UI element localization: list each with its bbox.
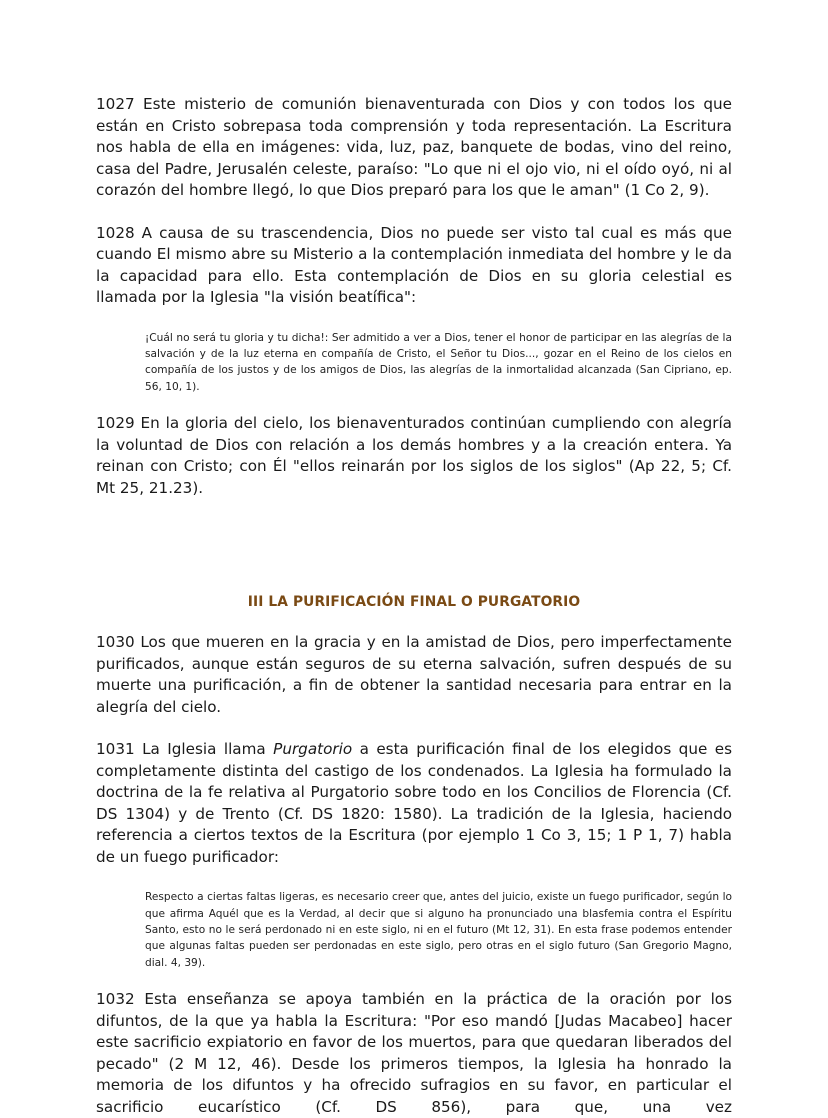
- quote-san-cipriano: ¡Cuál no será tu gloria y tu dicha!: Ser admitido a ver a Dios, tener el honor de participar en las alegrías de la salvación y de la luz eterna en compañía de Cristo, el Señor tu Dios..., gozar en el Reino de los cielos en compañía de los justos y de los amigos de Dios, las alegrías de la inmortalidad alcanzada (San Cipriano, ep. 56, 10, 1).: [145, 331, 732, 393]
- purgatorio-term: Purgatorio: [273, 740, 353, 759]
- paragraph-1027: 1027 Este misterio de comunión bienaventurada con Dios y con todos los que están en Cristo sobrepasa toda comprensión y toda representación. La Escritura nos habla de ella en imágenes: vida, luz, paz, banquete de bodas, vino del reino, casa del Padre, Jerusalén celeste, paraíso: "Lo que ni el ojo vio, ni el oído oyó, ni al corazón del hombre llegó, lo que Dios preparó para los que le aman" (1 Co 2, 9).: [96, 95, 732, 199]
- paragraph-1030: 1030 Los que mueren en la gracia y en la amistad de Dios, pero imperfectamente purificados, aunque están seguros de su eterna salvación, sufren después de su muerte una purificación, a fin de obtener la santidad necesaria para entrar en la alegría del cielo.: [96, 633, 732, 716]
- section-spacer: [96, 520, 732, 594]
- paragraph-1031: [96, 739, 732, 868]
- section-heading: III LA PURIFICACIÓN FINAL O PURGATORIO: [247, 594, 581, 611]
- paragraph-1031-start: 1031 La Iglesia llama: [96, 740, 274, 759]
- paragraph-1028: 1028 A causa de su trascendencia, Dios no puede ser visto tal cual es más que cuando El mismo abre su Misterio a la contemplación inmediata del hombre y le da la capacidad para ello. Esta contemplación de Dios en su gloria celestial es llamada por la Iglesia "la visión beatífica":: [96, 223, 732, 306]
- quote-san-gregorio: Respecto a ciertas faltas ligeras, es necesario creer que, antes del juicio, existe un fuego purificador, según lo que afirma Aquél que es la Verdad, al decir que si alguno ha pronunciado una blasfemia contra el Espíritu Santo, esto no le será perdonado ni en este siglo, ni en el futuro (Mt 12, 31). En esta frase podemos entender que algunas faltas pueden ser perdonadas en este siglo, pero otras en el siglo futuro (San Gregorio Magno, dial. 4, 39).: [145, 891, 732, 969]
- paragraph-1032: 1032 Esta enseñanza se apoya también en la práctica de la oración por los difuntos, de la que ya habla la Escritura: "Por eso mandó [Judas Macabeo] hacer este sacrificio expiatorio en favor de los muertos, para que quedaran liberados del pecado" (2 M 12, 46). Desde los primeros tiempos, la Iglesia ha honrado la memoria de los difuntos y ha ofrecido sufragios en su favor, en particular el sacrificio eucarístico (Cf. DS 856), para que, una vez: [96, 990, 732, 1116]
- paragraph-1029: 1029 En la gloria del cielo, los bienaventurados continúan cumpliendo con alegría la voluntad de Dios con relación a los demás hombres y a la creación entera. Ya reinan con Cristo; con Él "ellos reinarán por los siglos de los siglos" (Ap 22, 5; Cf. Mt 25, 21.23).: [96, 414, 732, 497]
- paragraph-1031-rest: a esta purificación final de los elegidos que es completamente distinta del castigo de los condenados. La Iglesia ha formulado la doctrina de la fe relativa al Purgatorio sobre todo en los Concilios de Florencia (Cf. DS 1304) y de Trento (Cf. DS 1820: 1580). La tradición de la Iglesia, haciendo referencia a ciertos textos de la Escritura (por ejemplo 1 Co 3, 15; 1 P 1, 7) habla de un fuego purificador:: [96, 740, 732, 866]
